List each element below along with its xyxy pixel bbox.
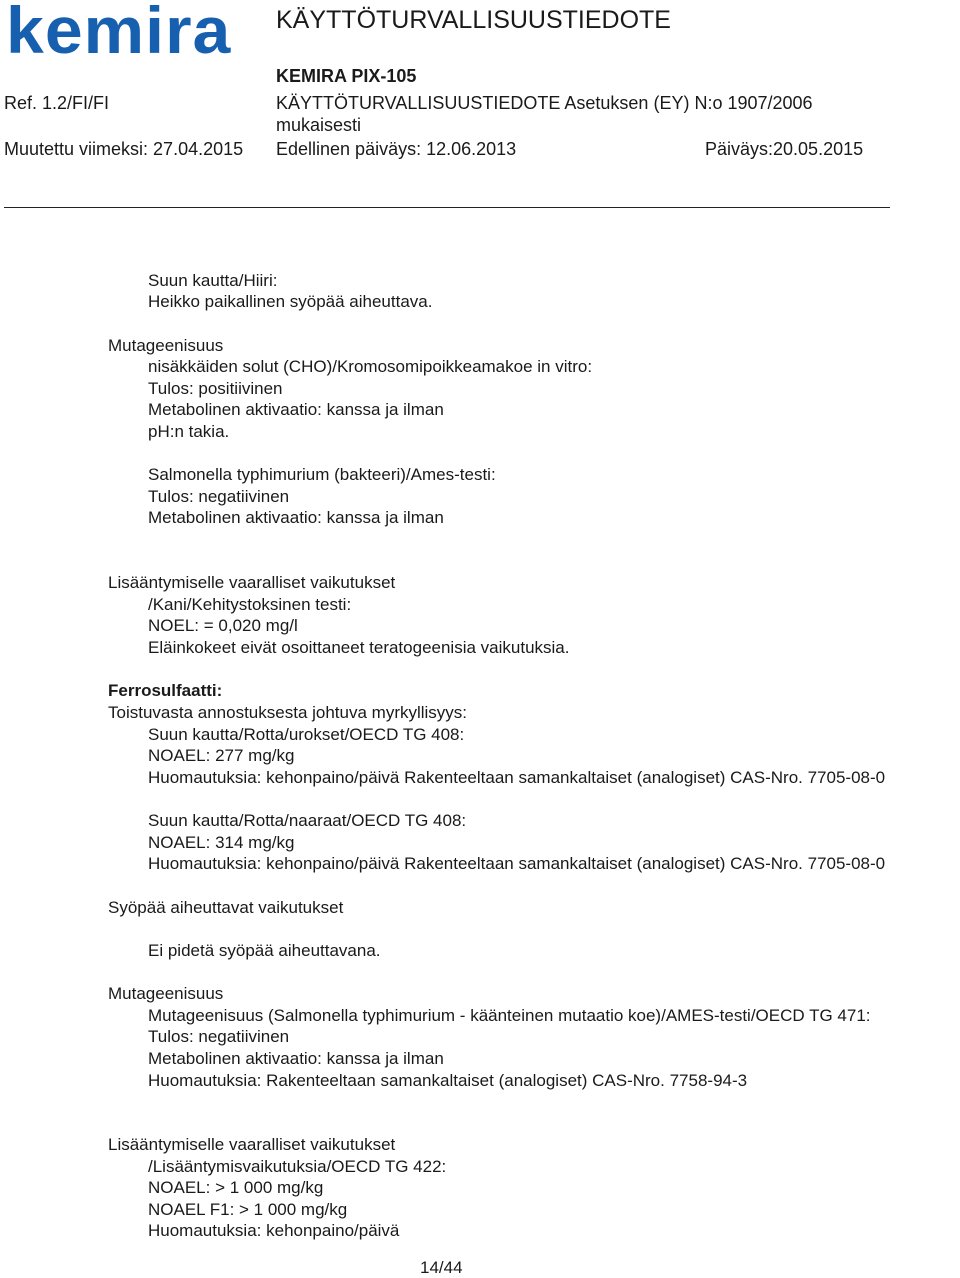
modified-date: Muutettu viimeksi: 27.04.2015 xyxy=(4,139,244,159)
body-line: Metabolinen aktivaatio: kanssa ja ilman xyxy=(148,1049,444,1068)
body-line: NOEL: = 0,020 mg/l xyxy=(148,616,298,635)
issue-date: Päiväys:20.05.2015 xyxy=(705,139,864,159)
reference-number: Ref. 1.2/FI/FI xyxy=(4,93,110,113)
body-line: Metabolinen aktivaatio: kanssa ja ilman xyxy=(148,508,444,527)
body-line: pH:n takia. xyxy=(148,422,230,441)
body-line: Heikko paikallinen syöpää aiheuttava. xyxy=(148,292,433,311)
body-line: Syöpää aiheuttavat vaikutukset xyxy=(108,898,344,917)
body-line: Ei pidetä syöpää aiheuttavana. xyxy=(148,941,381,960)
header-divider xyxy=(4,207,890,208)
body-line: Suun kautta/Rotta/urokset/OECD TG 408: xyxy=(148,725,465,744)
body-line: Mutageenisuus xyxy=(108,336,224,355)
body-line: Suun kautta/Rotta/naaraat/OECD TG 408: xyxy=(148,811,467,830)
body-line: NOAEL: 314 mg/kg xyxy=(148,833,295,852)
body-line: Suun kautta/Hiiri: xyxy=(148,271,278,290)
body-line: NOAEL F1: > 1 000 mg/kg xyxy=(148,1200,348,1219)
body-line: Mutageenisuus xyxy=(108,984,224,1003)
body-line: Huomautuksia: Rakenteeltaan samankaltaiset (analogiset) CAS-Nro. 7758-94-3 xyxy=(148,1071,748,1090)
page-number: 14/44 xyxy=(420,1258,463,1277)
body-line: Lisääntymiselle vaaralliset vaikutukset xyxy=(108,1135,396,1154)
body-line: Tulos: positiivinen xyxy=(148,379,283,398)
body-line: Tulos: negatiivinen xyxy=(148,487,290,506)
body-line: NOAEL: > 1 000 mg/kg xyxy=(148,1178,324,1197)
body-line: Toistuvasta annostuksesta johtuva myrkyllisyys: xyxy=(108,703,468,722)
kemira-logo: kemira xyxy=(6,0,232,67)
body-line: NOAEL: 277 mg/kg xyxy=(148,746,295,765)
body-line: Eläinkokeet eivät osoittaneet teratogeenisia vaikutuksia. xyxy=(148,638,570,657)
regulation-line-2: mukaisesti xyxy=(276,115,362,135)
body-line: Lisääntymiselle vaaralliset vaikutukset xyxy=(108,573,396,592)
body-line: Metabolinen aktivaatio: kanssa ja ilman xyxy=(148,400,444,419)
body-line: nisäkkäiden solut (CHO)/Kromosomipoikkeamakoe in vitro: xyxy=(148,357,593,376)
body-line: Huomautuksia: kehonpaino/päivä Rakenteeltaan samankaltaiset (analogiset) CAS-Nro. 7705-08-0 xyxy=(148,854,886,873)
body-line: Huomautuksia: kehonpaino/päivä Rakenteeltaan samankaltaiset (analogiset) CAS-Nro. 7705-08-0 xyxy=(148,768,886,787)
previous-date: Edellinen päiväys: 12.06.2013 xyxy=(276,139,517,159)
section-heading: Ferrosulfaatti: xyxy=(108,681,223,700)
body-line: /Kani/Kehitystoksinen testi: xyxy=(148,595,352,614)
product-name: KEMIRA PIX-105 xyxy=(276,66,417,86)
body-line: /Lisääntymisvaikutuksia/OECD TG 422: xyxy=(148,1157,447,1176)
body-line: Huomautuksia: kehonpaino/päivä xyxy=(148,1221,400,1240)
body-line: Salmonella typhimurium (bakteeri)/Ames-testi: xyxy=(148,465,496,484)
document-title: KÄYTTÖTURVALLISUUSTIEDOTE xyxy=(276,6,671,34)
body-line: Tulos: negatiivinen xyxy=(148,1027,290,1046)
regulation-line-1: KÄYTTÖTURVALLISUUSTIEDOTE Asetuksen (EY) N:o 1907/2006 xyxy=(276,93,813,113)
body-line: Mutageenisuus (Salmonella typhimurium - käänteinen mutaatio koe)/AMES-testi/OECD TG 471: xyxy=(148,1006,871,1025)
